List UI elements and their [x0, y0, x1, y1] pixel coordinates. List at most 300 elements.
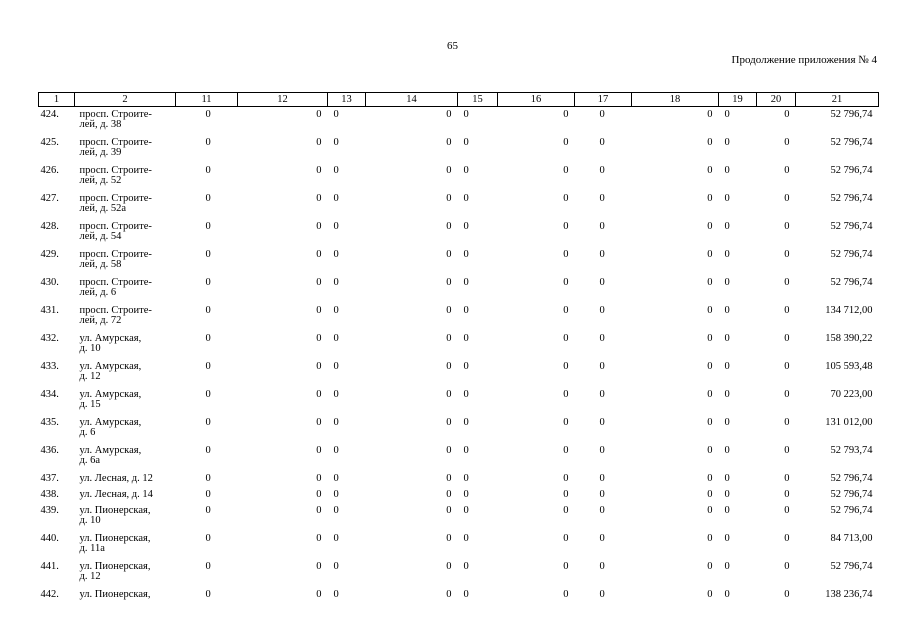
value-cell: 0: [563, 473, 569, 484]
address-line-1: просп. Строите-: [79, 193, 152, 204]
value-cell: 0: [784, 389, 790, 400]
value-cell: 0: [724, 165, 730, 176]
total-value: 52 796,74: [830, 505, 873, 516]
address-line-1: ул. Пионерская,: [79, 589, 151, 600]
value-cell: 0: [463, 561, 469, 572]
value-cell: 0: [724, 333, 730, 344]
value-cell: 0: [724, 221, 730, 232]
address-line-1: просп. Строите-: [79, 305, 152, 316]
value-cell: 0: [784, 193, 790, 204]
value-cell: 0: [707, 589, 713, 600]
value-cell: 0: [707, 561, 713, 572]
value-cell: 0: [205, 193, 211, 204]
value-cell: 0: [205, 533, 211, 544]
value-cell: 0: [724, 589, 730, 600]
value-cell: 0: [316, 109, 322, 120]
value-cell: 0: [707, 109, 713, 120]
table-row: [39, 418, 879, 446]
value-cell: 0: [333, 561, 339, 572]
value-cell: 0: [316, 505, 322, 516]
total-value: 52 796,74: [830, 277, 873, 288]
value-cell: 0: [463, 361, 469, 372]
value-cell: 0: [707, 505, 713, 516]
value-cell: 0: [563, 445, 569, 456]
table-row: [39, 390, 879, 418]
value-cell: 0: [707, 137, 713, 148]
total-value: 52 796,74: [830, 137, 873, 148]
row-number: 441.: [40, 561, 59, 572]
column-header: 13: [328, 93, 366, 107]
value-cell: 0: [446, 109, 452, 120]
value-cell: 0: [463, 109, 469, 120]
value-cell: 0: [599, 417, 605, 428]
value-cell: 0: [316, 417, 322, 428]
row-number: 425.: [40, 137, 59, 148]
column-header: 19: [719, 93, 757, 107]
table-row: [39, 562, 879, 590]
address-line-1: просп. Строите-: [79, 221, 152, 232]
row-number: 439.: [40, 505, 59, 516]
address-line-2: д. 12: [79, 570, 101, 582]
address-line-2: лей, д. 52: [79, 174, 122, 186]
value-cell: 0: [205, 137, 211, 148]
total-value: 105 593,48: [825, 361, 873, 372]
value-cell: 0: [446, 533, 452, 544]
value-cell: 0: [563, 417, 569, 428]
total-value: 70 223,00: [830, 389, 873, 400]
value-cell: 0: [599, 445, 605, 456]
row-number: 436.: [40, 445, 59, 456]
column-header: 16: [498, 93, 575, 107]
value-cell: 0: [205, 333, 211, 344]
value-cell: 0: [333, 333, 339, 344]
column-header: 2: [75, 93, 176, 107]
value-cell: 0: [316, 137, 322, 148]
value-cell: 0: [724, 305, 730, 316]
value-cell: 0: [599, 305, 605, 316]
value-cell: 0: [599, 561, 605, 572]
total-value: 84 713,00: [830, 533, 873, 544]
address-line-2: д. 10: [79, 514, 101, 526]
value-cell: 0: [316, 445, 322, 456]
address-cell: [75, 334, 176, 362]
value-cell: 0: [599, 193, 605, 204]
column-header: 14: [366, 93, 458, 107]
value-cell: 0: [333, 417, 339, 428]
value-cell: 0: [784, 305, 790, 316]
address-cell: [75, 362, 176, 390]
table-row: [39, 446, 879, 474]
value-cell: 0: [784, 417, 790, 428]
value-cell: 0: [463, 193, 469, 204]
value-cell: 0: [446, 561, 452, 572]
value-cell: 0: [333, 277, 339, 288]
value-cell: 0: [784, 445, 790, 456]
value-cell: 0: [599, 489, 605, 500]
address-line-2: д. 11а: [79, 542, 105, 554]
value-cell: 0: [563, 489, 569, 500]
value-cell: 0: [316, 165, 322, 176]
value-cell: 0: [316, 277, 322, 288]
value-cell: 0: [707, 165, 713, 176]
value-cell: 0: [316, 389, 322, 400]
value-cell: 0: [463, 221, 469, 232]
address-cell: [75, 474, 176, 490]
value-cell: 0: [463, 589, 469, 600]
address-cell: [75, 194, 176, 222]
address-cell: [75, 590, 176, 606]
row-number: 431.: [40, 305, 59, 316]
value-cell: 0: [599, 137, 605, 148]
address-line-1: ул. Пионерская,: [79, 505, 151, 516]
value-cell: 0: [563, 389, 569, 400]
value-cell: 0: [333, 137, 339, 148]
total-value: 52 796,74: [830, 193, 873, 204]
table-row: [39, 474, 879, 490]
value-cell: 0: [707, 533, 713, 544]
table-row: [39, 334, 879, 362]
value-cell: 0: [463, 249, 469, 260]
value-cell: 0: [707, 361, 713, 372]
value-cell: 0: [563, 361, 569, 372]
value-cell: 0: [707, 277, 713, 288]
value-cell: 0: [205, 305, 211, 316]
value-cell: 0: [333, 165, 339, 176]
value-cell: 0: [784, 505, 790, 516]
value-cell: 0: [599, 389, 605, 400]
table-row: [39, 194, 879, 222]
address-line-2: д. 6: [79, 426, 96, 438]
value-cell: 0: [446, 389, 452, 400]
row-number: 438.: [40, 489, 59, 500]
address-cell: [75, 306, 176, 334]
value-cell: 0: [333, 445, 339, 456]
value-cell: 0: [316, 193, 322, 204]
table-row: [39, 534, 879, 562]
page-number: 65: [447, 40, 458, 52]
value-cell: 0: [446, 249, 452, 260]
column-header: 15: [458, 93, 498, 107]
value-cell: 0: [333, 589, 339, 600]
value-cell: 0: [316, 221, 322, 232]
value-cell: 0: [724, 137, 730, 148]
address-line-1: просп. Строите-: [79, 249, 152, 260]
value-cell: 0: [724, 445, 730, 456]
value-cell: 0: [463, 305, 469, 316]
value-cell: 0: [784, 561, 790, 572]
value-cell: 0: [316, 489, 322, 500]
value-cell: 0: [446, 489, 452, 500]
address-line-2: лей, д. 72: [79, 314, 122, 326]
column-header: 11: [176, 93, 238, 107]
address-line-2: лей, д. 39: [79, 146, 122, 158]
table-row: [39, 250, 879, 278]
column-header: 1: [39, 93, 75, 107]
address-cell: [75, 562, 176, 590]
value-cell: 0: [463, 473, 469, 484]
value-cell: 0: [205, 221, 211, 232]
value-cell: 0: [707, 445, 713, 456]
value-cell: 0: [563, 333, 569, 344]
address-line-2: лей, д. 58: [79, 258, 122, 270]
row-number: 435.: [40, 417, 59, 428]
value-cell: 0: [599, 361, 605, 372]
value-cell: 0: [333, 489, 339, 500]
value-cell: 0: [707, 417, 713, 428]
value-cell: 0: [707, 489, 713, 500]
value-cell: 0: [784, 473, 790, 484]
address-cell: [75, 107, 176, 139]
value-cell: 0: [446, 589, 452, 600]
address-line-1: ул. Лесная, д. 14: [79, 489, 153, 500]
value-cell: 0: [205, 489, 211, 500]
value-cell: 0: [205, 505, 211, 516]
address-line-1: ул. Амурская,: [79, 445, 142, 456]
value-cell: 0: [784, 221, 790, 232]
address-line-2: д. 6а: [79, 454, 101, 466]
address-line-1: ул. Пионерская,: [79, 561, 151, 572]
value-cell: 0: [446, 473, 452, 484]
value-cell: 0: [316, 361, 322, 372]
value-cell: 0: [446, 417, 452, 428]
value-cell: 0: [563, 221, 569, 232]
value-cell: 0: [205, 589, 211, 600]
value-cell: 0: [463, 277, 469, 288]
value-cell: 0: [205, 445, 211, 456]
value-cell: 0: [463, 165, 469, 176]
column-header: 20: [757, 93, 796, 107]
value-cell: 0: [724, 505, 730, 516]
value-cell: 0: [333, 505, 339, 516]
address-line-1: ул. Лесная, д. 12: [79, 473, 153, 484]
table-row: [39, 590, 879, 606]
table-row: [39, 362, 879, 390]
value-cell: 0: [316, 305, 322, 316]
total-value: 52 796,74: [830, 165, 873, 176]
value-cell: 0: [563, 305, 569, 316]
address-line-1: ул. Пионерская,: [79, 533, 151, 544]
address-cell: [75, 506, 176, 534]
value-cell: 0: [563, 561, 569, 572]
address-line-1: ул. Амурская,: [79, 389, 142, 400]
row-number: 432.: [40, 333, 59, 344]
total-value: 52 793,74: [830, 445, 873, 456]
value-cell: 0: [463, 533, 469, 544]
value-cell: 0: [707, 193, 713, 204]
value-cell: 0: [563, 165, 569, 176]
value-cell: 0: [316, 589, 322, 600]
row-number: 440.: [40, 533, 59, 544]
row-number: 427.: [40, 193, 59, 204]
address-line-2: д. 12: [79, 370, 101, 382]
value-cell: 0: [316, 533, 322, 544]
value-cell: 0: [724, 109, 730, 120]
value-cell: 0: [446, 305, 452, 316]
value-cell: 0: [205, 109, 211, 120]
value-cell: 0: [724, 417, 730, 428]
value-cell: 0: [724, 389, 730, 400]
value-cell: 0: [333, 305, 339, 316]
value-cell: 0: [599, 277, 605, 288]
table-row: [39, 278, 879, 306]
address-cell: [75, 446, 176, 474]
address-line-1: ул. Амурская,: [79, 361, 142, 372]
total-value: 52 796,74: [830, 561, 873, 572]
value-cell: 0: [707, 333, 713, 344]
value-cell: 0: [446, 221, 452, 232]
value-cell: 0: [463, 417, 469, 428]
value-cell: 0: [333, 193, 339, 204]
row-number: 430.: [40, 277, 59, 288]
address-line-2: лей, д. 54: [79, 230, 122, 242]
address-cell: [75, 166, 176, 194]
data-table: [38, 92, 879, 606]
value-cell: 0: [784, 109, 790, 120]
value-cell: 0: [707, 305, 713, 316]
row-number: 426.: [40, 165, 59, 176]
table-body: [39, 107, 879, 607]
value-cell: 0: [707, 389, 713, 400]
value-cell: 0: [563, 589, 569, 600]
address-line-2: лей, д. 52а: [79, 202, 127, 214]
row-number: 442.: [40, 589, 59, 600]
total-value: 158 390,22: [825, 333, 873, 344]
address-line-1: ул. Амурская,: [79, 417, 142, 428]
value-cell: 0: [205, 165, 211, 176]
value-cell: 0: [333, 249, 339, 260]
address-cell: [75, 534, 176, 562]
value-cell: 0: [784, 137, 790, 148]
value-cell: 0: [205, 389, 211, 400]
value-cell: 0: [333, 109, 339, 120]
value-cell: 0: [599, 505, 605, 516]
row-number: 434.: [40, 389, 59, 400]
value-cell: 0: [784, 249, 790, 260]
value-cell: 0: [599, 249, 605, 260]
address-line-1: просп. Строите-: [79, 137, 152, 148]
value-cell: 0: [563, 277, 569, 288]
column-header: 21: [796, 93, 879, 107]
value-cell: 0: [446, 445, 452, 456]
address-line-2: д. 10: [79, 342, 101, 354]
value-cell: 0: [446, 361, 452, 372]
total-value: 52 796,74: [830, 489, 873, 500]
value-cell: 0: [463, 333, 469, 344]
value-cell: 0: [784, 165, 790, 176]
value-cell: 0: [724, 533, 730, 544]
address-line-2: лей, д. 38: [79, 118, 122, 130]
value-cell: 0: [446, 193, 452, 204]
address-line-2: д. 15: [79, 398, 101, 410]
value-cell: 0: [707, 249, 713, 260]
value-cell: 0: [784, 361, 790, 372]
value-cell: 0: [724, 473, 730, 484]
value-cell: 0: [205, 473, 211, 484]
row-number: 424.: [40, 109, 59, 120]
value-cell: 0: [463, 137, 469, 148]
address-cell: [75, 278, 176, 306]
table-row: [39, 166, 879, 194]
column-header: 18: [632, 93, 719, 107]
total-value: 134 712,00: [825, 305, 873, 316]
value-cell: 0: [333, 361, 339, 372]
value-cell: 0: [563, 249, 569, 260]
value-cell: 0: [463, 505, 469, 516]
value-cell: 0: [563, 533, 569, 544]
value-cell: 0: [707, 473, 713, 484]
value-cell: 0: [316, 249, 322, 260]
table-row: [39, 222, 879, 250]
value-cell: 0: [463, 389, 469, 400]
value-cell: 0: [724, 277, 730, 288]
value-cell: 0: [446, 277, 452, 288]
value-cell: 0: [316, 561, 322, 572]
table-row: [39, 506, 879, 534]
total-value: 52 796,74: [830, 109, 873, 120]
value-cell: 0: [463, 445, 469, 456]
table-row: [39, 490, 879, 506]
total-value: 52 796,74: [830, 221, 873, 232]
value-cell: 0: [563, 109, 569, 120]
value-cell: 0: [599, 533, 605, 544]
address-line-1: ул. Амурская,: [79, 333, 142, 344]
row-number: 429.: [40, 249, 59, 260]
value-cell: 0: [205, 361, 211, 372]
table-row: [39, 138, 879, 166]
value-cell: 0: [784, 333, 790, 344]
address-line-1: просп. Строите-: [79, 165, 152, 176]
value-cell: 0: [784, 277, 790, 288]
value-cell: 0: [724, 561, 730, 572]
header-row: [39, 93, 879, 107]
address-cell: [75, 390, 176, 418]
value-cell: 0: [446, 137, 452, 148]
value-cell: 0: [724, 489, 730, 500]
table-row: [39, 107, 879, 139]
address-line-2: лей, д. 6: [79, 286, 117, 298]
value-cell: 0: [707, 221, 713, 232]
value-cell: 0: [205, 249, 211, 260]
value-cell: 0: [333, 221, 339, 232]
value-cell: 0: [563, 137, 569, 148]
total-value: 138 236,74: [825, 589, 873, 600]
value-cell: 0: [446, 333, 452, 344]
address-line-1: просп. Строите-: [79, 277, 152, 288]
value-cell: 0: [333, 533, 339, 544]
value-cell: 0: [205, 417, 211, 428]
value-cell: 0: [316, 473, 322, 484]
value-cell: 0: [784, 533, 790, 544]
row-number: 433.: [40, 361, 59, 372]
continuation-note: Продолжение приложения № 4: [731, 54, 877, 66]
value-cell: 0: [599, 473, 605, 484]
total-value: 131 012,00: [825, 417, 873, 428]
total-value: 52 796,74: [830, 473, 873, 484]
address-cell: [75, 490, 176, 506]
value-cell: 0: [724, 361, 730, 372]
address-cell: [75, 138, 176, 166]
value-cell: 0: [333, 389, 339, 400]
value-cell: 0: [205, 561, 211, 572]
row-number: 437.: [40, 473, 59, 484]
value-cell: 0: [563, 193, 569, 204]
value-cell: 0: [316, 333, 322, 344]
value-cell: 0: [563, 505, 569, 516]
value-cell: 0: [784, 589, 790, 600]
value-cell: 0: [724, 193, 730, 204]
table-row: [39, 306, 879, 334]
value-cell: 0: [599, 221, 605, 232]
